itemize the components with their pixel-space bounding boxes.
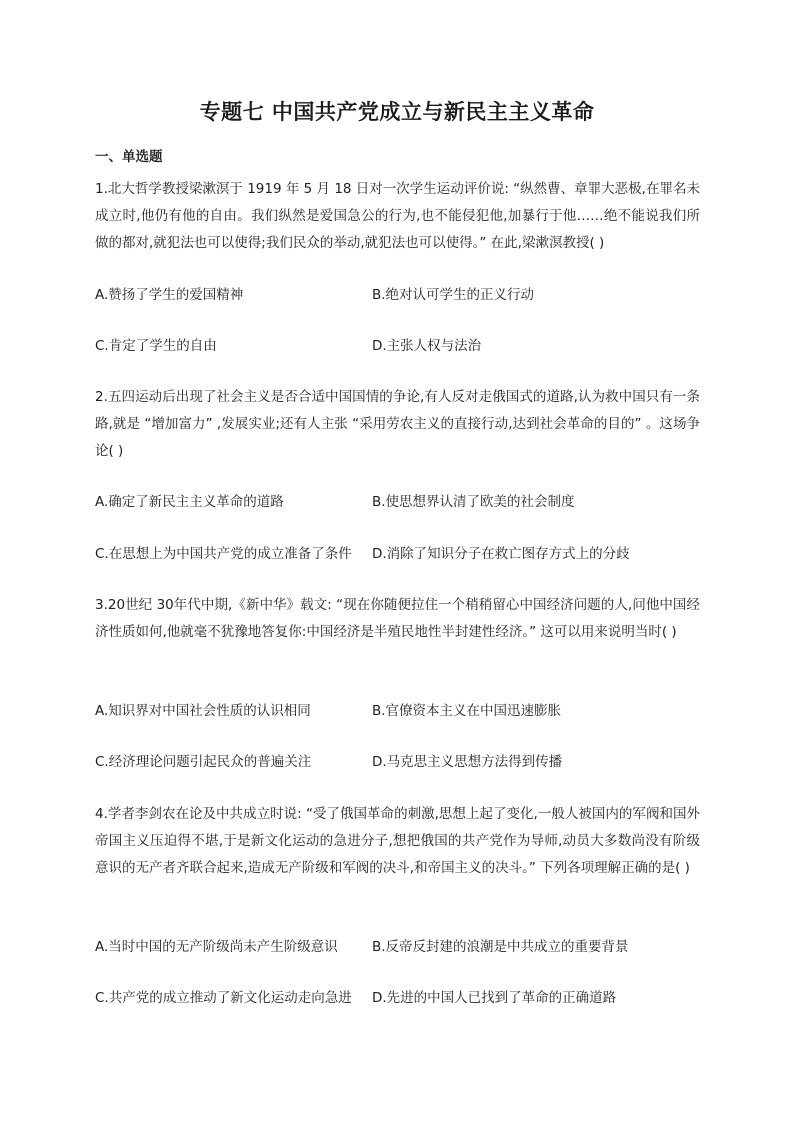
page-title: 专题七 中国共产党成立与新民主主义革命 (199, 100, 595, 124)
question-3-option-a[interactable]: A.知识界对中国社会性质的认识相同 (95, 703, 311, 719)
question-4-option-c[interactable]: C.共产党的成立推动了新文化运动走向急进 (95, 990, 352, 1006)
question-4-option-a[interactable]: A.当时中国的无产阶级尚未产生阶级意识 (95, 939, 338, 955)
question-3-option-b[interactable]: B.官僚资本主义在中国迅速膨胀 (372, 703, 562, 719)
question-4-option-b[interactable]: B.反帝反封建的浪潮是中共成立的重要背景 (372, 939, 629, 955)
question-3-option-d[interactable]: D.马克思主义思想方法得到传播 (372, 754, 563, 770)
question-2-option-b[interactable]: B.使思想界认清了欧美的社会制度 (372, 494, 575, 510)
question-2-option-d[interactable]: D.消除了知识分子在救亡图存方式上的分歧 (372, 546, 630, 562)
question-1-stem: 1.北大哲学教授梁漱溟于 1919 年 5 月 18 日对一次学生运动评价说: “纵然曹、章罪大恶极,在罪名未成立时,他仍有他的自由。我们纵然是爱国急公的行为,也不能侵犯他,加暴行于他……绝不能说我们所做的都对,就犯法也可以使得;我们民众的举动,就犯法也可以使得。” 在此,梁漱溟教授( ) (95, 181, 700, 251)
question-1-option-c[interactable]: C.肯定了学生的自由 (95, 338, 217, 354)
question-1-option-d[interactable]: D.主张人权与法治 (372, 338, 482, 354)
question-4-stem: 4.学者李剑农在论及中共成立时说: “受了俄国革命的刺激,思想上起了变化,一般人被国内的军阀和国外帝国主义压迫得不堪,于是新文化运动的急进分子,想把俄国的共产党作为导师,动员大多数尚没有阶级意识的无产者齐联合起来,造成无产阶级和军阀的决斗,和帝国主义的决斗。” 下列各项理解正确的是( ) (95, 806, 700, 876)
question-3-option-c[interactable]: C.经济理论问题引起民众的普遍关注 (95, 754, 312, 770)
question-1-option-a[interactable]: A.赞扬了学生的爱国精神 (95, 287, 244, 303)
section-heading: 一、单选题 (95, 149, 163, 165)
question-2-option-c[interactable]: C.在思想上为中国共产党的成立准备了条件 (95, 546, 352, 562)
question-3-stem: 3.20世纪 30年代中期,《新中华》载文: “现在你随便拉住一个稍稍留心中国经济问题的人,问他中国经济性质如何,他就毫不犹豫地答复你:中国经济是半殖民地性半封建性经济。” 这可以用来说明当时( ) (95, 597, 700, 640)
question-1-option-b[interactable]: B.绝对认可学生的正义行动 (372, 287, 535, 303)
question-2-option-a[interactable]: A.确定了新民主主义革命的道路 (95, 494, 284, 510)
question-2-stem: 2.五四运动后出现了社会主义是否合适中国国情的争论,有人反对走俄国式的道路,认为救中国只有一条路,就是 “增加富力” ,发展实业;还有人主张 “采用劳农主义的直接行动,达到社会革命的目的” 。这场争论( ) (95, 389, 700, 459)
question-4-option-d[interactable]: D.先进的中国人已找到了革命的正确道路 (372, 990, 617, 1006)
